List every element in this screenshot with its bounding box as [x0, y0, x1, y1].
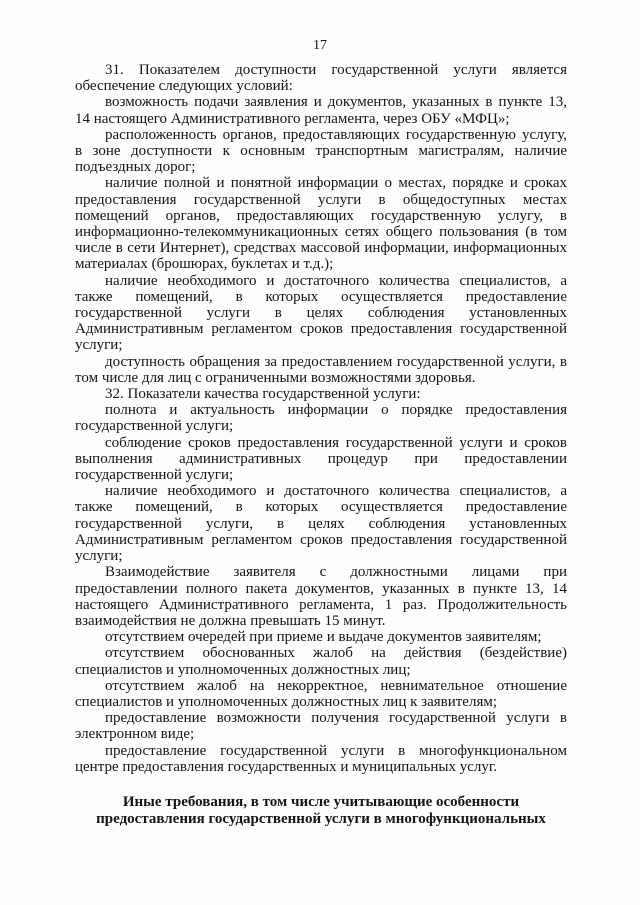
- paragraph-item: расположенность органов, предоставляющих государственную услугу, в зоне доступности к основным транспортным магистралям, наличие подъездных дорог;: [75, 126, 567, 176]
- paragraph-item: Взаимодействие заявителя с должностными лицами при предоставлении полного пакета документов, указанных в пункте 13, 14 настоящего Административного регламента, 1 раз. Продолжительность взаимодействия не должна превышать 15 минут.: [75, 564, 567, 629]
- paragraph-item: наличие необходимого и достаточного количества специалистов, а также помещений, в которых осуществляется предоставление государственной услуги в целях соблюдения установленных Административным регламентом сроков предоставления государственной услуги;: [75, 272, 567, 354]
- paragraph-item: предоставление государственной услуги в многофункциональном центре предоставления государственных и муниципальных услуг.: [75, 742, 567, 775]
- section-heading-line-1: Иные требования, в том числе учитывающие особенности: [122, 794, 520, 810]
- paragraph-item: наличие необходимого и достаточного количества специалистов, а также помещений, в которых осуществляется предоставление государственной услуги, в целях соблюдения установленных Административным регламентом сроков предоставления государственной услуги;: [75, 483, 567, 565]
- document-body: [75, 62, 567, 775]
- paragraph-item: отсутствием обоснованных жалоб на действия (бездействие) специалистов и уполномоченных должностных лиц;: [75, 645, 567, 678]
- paragraph-item: соблюдение сроков предоставления государственной услуги и сроков выполнения административных процедур при предоставлении государственной услуги;: [75, 434, 567, 484]
- paragraph-item-31-intro: 31. Показателем доступности государственной услуги является обеспечение следующих условий:: [75, 62, 567, 95]
- section-heading-line-2: предоставления государственной услуги в многофункциональных: [96, 811, 546, 827]
- paragraph-item: отсутствием очередей при приеме и выдаче документов заявителям;: [105, 629, 542, 646]
- page-number: 17: [313, 38, 327, 53]
- paragraph-item: отсутствием жалоб на некорректное, невнимательное отношение специалистов и уполномоченных должностных лиц к заявителям;: [75, 677, 567, 710]
- paragraph-item: возможность подачи заявления и документов, указанных в пункте 13, 14 настоящего Административного регламента, через ОБУ «МФЦ»;: [75, 94, 567, 127]
- paragraph-item: наличие полной и понятной информации о местах, порядке и сроках предоставления государственной услуги в общедоступных местах помещений органов, предоставляющих государственную услугу, в информационно-телекоммуникационных сетях общего пользования (в том числе в сети Интернет), средствах массовой информации, информационных материалах (брошюрах, буклетах и т.д.);: [75, 175, 567, 273]
- paragraph-item: полнота и актуальность информации о порядке предоставления государственной услуги;: [75, 402, 567, 435]
- paragraph-item: доступность обращения за предоставлением государственной услуги, в том числе для лиц с ограниченными возможностями здоровья.: [75, 353, 567, 386]
- section-heading: [75, 794, 567, 828]
- paragraph-item-32-intro: 32. Показатели качества государственной услуги:: [105, 386, 421, 403]
- paragraph-item: предоставление возможности получения государственной услуги в электронном виде;: [75, 710, 567, 743]
